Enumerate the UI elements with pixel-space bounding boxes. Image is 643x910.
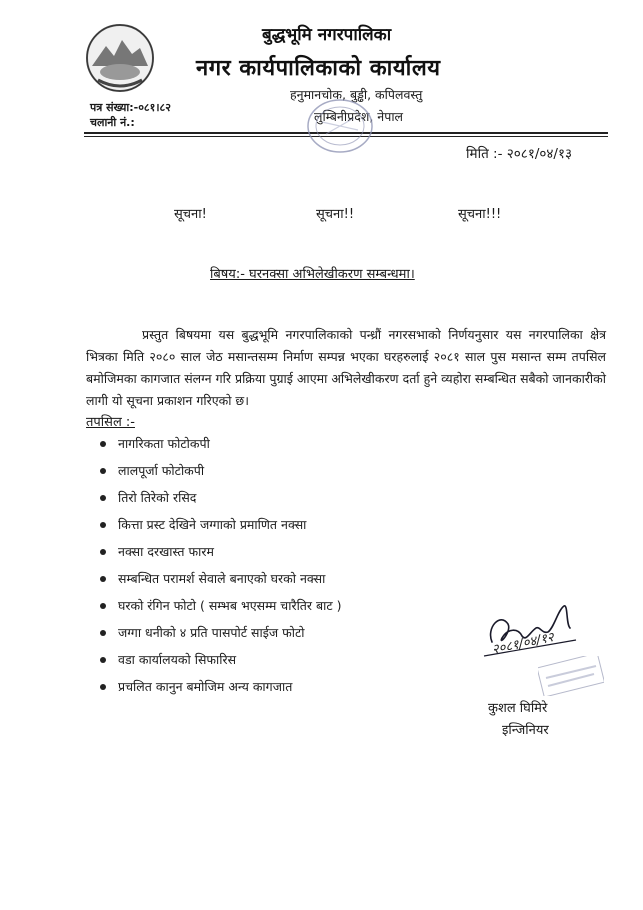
signature-date: २०८१/०४/१२	[490, 630, 556, 658]
body-text: प्रस्तुत बिषयमा यस बुद्धभूमि नगरपालिकाको पन्ध्रौं नगरसभाको निर्णयनुसार यस नगरपालिका क्षेत्र भित्रका मिति २०८० साल जेठ मसान्तसम्म निर्माण सम्पन्न भएका घरहरुलाई २०८१ साल पुस मसान्त सम्म तपसिल बमोजिमका कागजात संलग्न गरि प्रक्रिया पुग्राई आएमा अभिलेखीकरण दर्ता हुने व्यहोरा सम्बन्धित सबैको जानकारीको लागी यो सूचना प्रकाशन गरिएको छ।	[86, 327, 606, 408]
bullet-icon	[100, 657, 106, 663]
letter-number: पत्र संख्या:-०८१।८२	[90, 101, 171, 114]
list-item: नागरिकता फोटोकपी	[100, 434, 342, 461]
office-address: हनुमानचोक, बुड्ढी, कपिलवस्तु	[290, 87, 423, 102]
nepal-emblem-icon	[84, 22, 156, 94]
list-item: जग्गा धनीको ४ प्रति पासपोर्ट साईज फोटो	[100, 623, 342, 650]
tapasil-label: तपसिल :-	[86, 415, 135, 430]
bullet-icon	[100, 549, 106, 555]
bullet-icon	[100, 684, 106, 690]
bullet-icon	[100, 630, 106, 636]
list-item: वडा कार्यालयको सिफारिस	[100, 650, 342, 677]
body-paragraph	[86, 324, 606, 412]
issue-date: मिति :- २०८१/०४/१३	[466, 146, 573, 162]
subject-line: बिषय:- घरनक्सा अभिलेखीकरण सम्बन्धमा।	[210, 267, 415, 282]
office-stamp-icon	[300, 96, 380, 156]
list-item: घरको रंगिन फोटो ( सम्भब भएसम्म चारैतिर बाट )	[100, 596, 342, 623]
bullet-icon	[100, 495, 106, 501]
office-name: बुद्धभूमि नगरपालिका	[262, 25, 392, 45]
signer-name: कुशल घिमिरे	[488, 701, 548, 716]
office-province: लुम्बिनीप्रदेश, नेपाल	[314, 109, 404, 124]
bullet-icon	[100, 522, 106, 528]
notice-heading-1: सूचना!	[174, 207, 207, 222]
notice-heading-2: सूचना!!	[316, 207, 355, 222]
required-documents-list	[100, 434, 342, 704]
bullet-icon	[100, 441, 106, 447]
bullet-icon	[100, 468, 106, 474]
signer-title: इन्जिनियर	[502, 723, 549, 738]
bullet-icon	[100, 576, 106, 582]
signer-stamp-icon	[538, 656, 604, 696]
notice-heading-3: सूचना!!!	[458, 207, 502, 222]
list-item: सम्बन्धित परामर्श सेवाले बनाएको घरको नक्सा	[100, 569, 342, 596]
office-title: नगर कार्यपालिकाको कार्यालय	[196, 56, 441, 81]
list-item: नक्सा दरखास्त फारम	[100, 542, 342, 569]
list-item: प्रचलित कानुन बमोजिम अन्य कागजात	[100, 677, 342, 704]
list-item: कित्ता प्रस्ट देखिने जग्गाको प्रमाणित नक्सा	[100, 515, 342, 542]
bullet-icon	[100, 603, 106, 609]
list-item: तिरो तिरेको रसिद	[100, 488, 342, 515]
dispatch-number: चलानी नं.:	[90, 116, 135, 129]
list-item: लालपूर्जा फोटोकपी	[100, 461, 342, 488]
